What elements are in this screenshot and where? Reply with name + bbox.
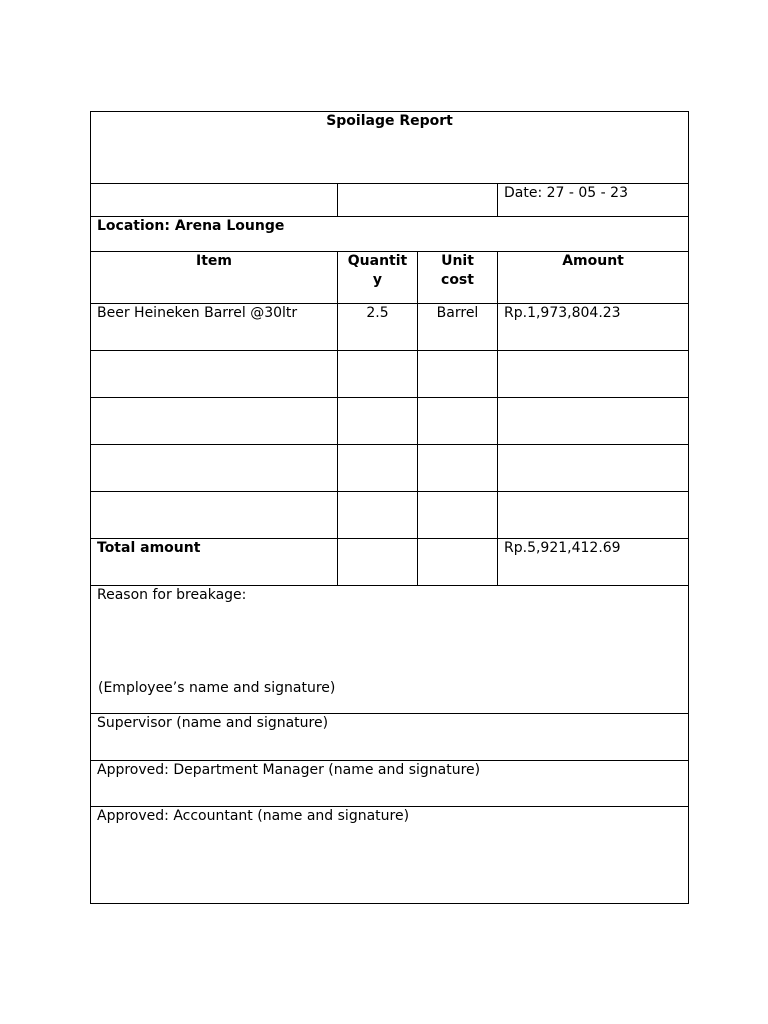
table-row xyxy=(91,398,689,445)
row-unit-cost xyxy=(418,398,498,445)
column-header-amount: Amount xyxy=(498,252,689,304)
column-header-item: Item xyxy=(91,252,338,304)
row-quantity xyxy=(338,492,418,539)
employee-signature-label: (Employee’s name and signature) xyxy=(98,680,336,696)
row-quantity xyxy=(338,398,418,445)
row-unit-cost xyxy=(418,492,498,539)
table-row xyxy=(91,445,689,492)
reason-cell xyxy=(91,586,689,714)
spoilage-report-document xyxy=(90,111,688,904)
spoilage-report-table xyxy=(90,111,689,904)
row-quantity xyxy=(338,351,418,398)
reason-label: Reason for breakage: xyxy=(97,587,247,603)
date-row-blank-cell-1 xyxy=(91,184,338,217)
accountant-row xyxy=(91,807,689,904)
row-item xyxy=(91,445,338,492)
row-amount: Rp.1,973,804.23 xyxy=(498,304,689,351)
row-item xyxy=(91,398,338,445)
supervisor-signature-label: Supervisor (name and signature) xyxy=(91,714,689,761)
total-label: Total amount xyxy=(91,539,338,586)
row-amount xyxy=(498,492,689,539)
row-unit-cost xyxy=(418,445,498,492)
location-row xyxy=(91,217,689,252)
date-row-blank-cell-2 xyxy=(338,184,498,217)
row-unit-cost xyxy=(418,351,498,398)
row-item xyxy=(91,351,338,398)
column-header-quantity: Quantit y xyxy=(338,252,418,304)
total-unit-cost-cell xyxy=(418,539,498,586)
row-quantity xyxy=(338,445,418,492)
row-quantity: 2.5 xyxy=(338,304,418,351)
table-row xyxy=(91,351,689,398)
row-item: Beer Heineken Barrel @30ltr xyxy=(91,304,338,351)
row-item xyxy=(91,492,338,539)
department-manager-signature-label: Approved: Department Manager (name and signature) xyxy=(91,761,689,807)
column-header-row xyxy=(91,252,689,304)
department-manager-row xyxy=(91,761,689,807)
table-row xyxy=(91,492,689,539)
total-quantity-cell xyxy=(338,539,418,586)
report-title: Spoilage Report xyxy=(91,112,689,184)
accountant-signature-label: Approved: Accountant (name and signature) xyxy=(91,807,689,904)
date-row xyxy=(91,184,689,217)
row-amount xyxy=(498,351,689,398)
report-location: Location: Arena Lounge xyxy=(91,217,689,252)
row-amount xyxy=(498,445,689,492)
title-row xyxy=(91,112,689,184)
column-header-unit-cost: Unit cost xyxy=(418,252,498,304)
table-row xyxy=(91,304,689,351)
total-amount: Rp.5,921,412.69 xyxy=(498,539,689,586)
total-row xyxy=(91,539,689,586)
row-amount xyxy=(498,398,689,445)
reason-row xyxy=(91,586,689,714)
supervisor-row xyxy=(91,714,689,761)
row-unit-cost: Barrel xyxy=(418,304,498,351)
report-date: Date: 27 - 05 - 23 xyxy=(498,184,689,217)
